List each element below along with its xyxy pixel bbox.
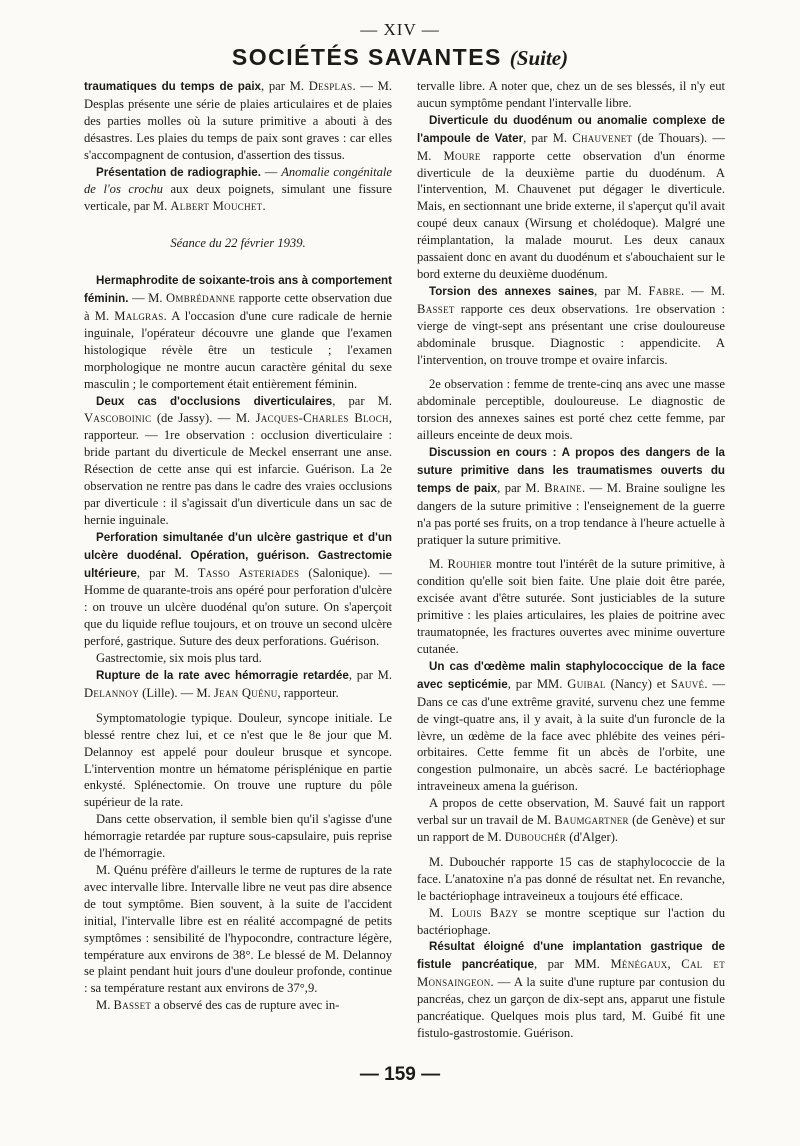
paragraph	[84, 78, 392, 164]
article-heading: Diverticule du duodénum ou anomalie complexe de l'ampoule de Vater	[417, 113, 725, 145]
text: a observé des cas de rupture avec in-	[151, 998, 340, 1013]
text: M.	[429, 905, 452, 920]
paragraph: M. Dubouchér rapporte 15 cas de staphylococcie de la face. L'anatoxine n'a pas donné de résultat net. En revanche, le bactériophage intraveineux a toujours été efficace.	[417, 854, 725, 903]
paragraph	[84, 667, 392, 702]
paragraph	[417, 283, 725, 369]
article-heading: Perforation simultanée d'un ulcère gastrique et d'un ulcère duodénal. Opération, guérison. Gastrectomie ultérieure	[84, 530, 392, 580]
paragraph	[417, 938, 725, 1041]
paragraph	[84, 164, 392, 216]
article-heading: Hermaphrodite de soixante-trois ans à comportement féminin.	[84, 274, 392, 306]
article-heading: Rupture de la rate avec hémorragie retardée	[96, 669, 349, 682]
text: . — M. Desplas présente une série de plaies articulaires et de plaies des parties molles où la suture primitive a abouti à des désastres. Les plaies du temps de paix sont graves : car elles s'accompagnent de contusion, d'assertion des tissus.	[84, 79, 392, 162]
text: , par MM.	[507, 676, 568, 691]
text: (de Genève) et sur un rapport de M.	[417, 813, 725, 844]
text: , rapporteur. — 1re observation : occlusion diverticulaire : bride partant du diverticule de Meckel enserrant une anse. Résection de cette anse qui est infarcie. Guérison. La 2e observation ne rentre pas dans le cadre des vraies occlusions par diverticule : il s'agissait d'un diverticule dans un sac de hernie inguinale.	[84, 411, 392, 527]
paragraph: Symptomatologie typique. Douleur, syncope initiale. Le blessé rentre chez lui, et ce n'est que le 8e jour que M. Delannoy est appelé pour douleur brusque et syncope. L'intervention montre un hématome périsplénique en partie enkysté. Splénectomie. On trouve une rupture du pôle supérieur de la rate.	[84, 710, 392, 810]
left-column	[84, 78, 392, 1014]
text: , par M.	[594, 283, 649, 298]
article-heading: Résultat éloigné d'une implantation gastrique de fistule pancréatique	[417, 940, 725, 972]
title-suite: (Suite)	[509, 46, 569, 70]
text: (de Thouars). — M.	[417, 130, 725, 163]
author-name: Cal et Monsaingeon	[417, 957, 726, 990]
paragraph	[417, 905, 725, 939]
author-name: Basset	[113, 998, 152, 1013]
text: . — A la suite d'une rupture par contusion du pancréas, chez un garçon de dix-sept ans, apparut une fistule pancréatique. Quelques mois plus tard, M. Guibé fit une fistulo-gastrostomie. Guérison.	[417, 975, 725, 1040]
text: (de Jassy). — M.	[151, 411, 256, 426]
page-title	[0, 44, 800, 71]
text: , par M.	[261, 79, 309, 93]
article-heading: Deux cas d'occlusions diverticulaires	[96, 394, 333, 408]
paragraph	[417, 556, 725, 657]
article-heading: Discussion en cours : A propos des dangers de la suture primitive dans les traumatismes ouverts du temps de paix	[417, 446, 725, 495]
text: , par M.	[332, 393, 392, 408]
right-column	[417, 78, 725, 1042]
text: .	[262, 199, 266, 214]
author-name: Guibal	[567, 676, 606, 691]
text: rapporte cette observation d'un énorme diverticule de la deuxième partie du duodénum. A l'intervention, M. Chauvenet put dégager le diverticule. Mais, en sectionnant une bride externe, il s'aperçut qu'il avait coupé deux canaux (Wirsung et cholédoque). Malgré une réimplantation, la malade mourut. Les deux canaux passaient donc en avant du duodénum et s'abouchaient sur le bord externe du deuxième duodénum.	[417, 148, 725, 281]
author-name: Desplas	[308, 79, 353, 93]
text: rapporte cette observation due à M.	[84, 291, 392, 323]
text: A propos de cette observation, M. Sauvé fait un rapport verbal sur un travail de M.	[417, 796, 725, 828]
text: M.	[429, 557, 448, 572]
author-name: Braine	[544, 480, 582, 495]
author-name: Sauvé	[670, 676, 705, 691]
text: , par M.	[497, 480, 545, 495]
author-name: Fabre	[648, 283, 682, 298]
text: (Lille). — M.	[139, 685, 214, 700]
text: . — Dans ce cas d'une extrême gravité, survenu chez une femme de vingt-quatre ans, il y avait, à la suite d'un furoncle de la lèvre, un œdème de la face avec phlébite des veines péri-orbitaires. Cette femme fit un abcès de l'orbite, une congestion pulmonaire, un abcès sacré. Le bactériophage intraveineux amena la guérison.	[417, 676, 726, 794]
author-name: Moure	[443, 148, 481, 163]
text: . — M. Braine souligne les dangers de la suture primitive : l'enseignement de la guerre n'a pas porté ses fruits, on a trop tendance à l'heure actuelle à pratiquer la suture primitive.	[417, 480, 725, 547]
text: , par MM.	[533, 957, 611, 972]
paragraph	[417, 112, 725, 283]
author-name: Dubouchér	[504, 829, 567, 844]
author-name: Rouhier	[447, 557, 492, 572]
page-number: — 159 —	[359, 1064, 441, 1085]
author-name: Chauvenet	[572, 130, 633, 145]
author-name: Basset	[417, 301, 455, 316]
text: (Nancy) et	[605, 676, 671, 691]
text: , par M.	[136, 565, 198, 580]
author-name: Louis Bazy	[451, 905, 519, 920]
italic-text: Anomalie congénitale de l'os crochu	[84, 164, 393, 197]
paragraph	[84, 529, 392, 650]
article-heading: Torsion des annexes saines	[429, 284, 595, 298]
author-name: Vascoboinic	[84, 411, 152, 426]
paragraph	[417, 444, 725, 548]
text: (d'Alger).	[566, 829, 619, 844]
text: . A l'occasion d'une cure radicale de hernie inguinale, l'opérateur découvre une glande que l'examen histologique révèle être un testicule ; l'examen morphologique ne montre aucun caractère génital du sexe masculin ; le comportement était entièrement féminin.	[84, 308, 393, 391]
text: aux deux poignets, simulant une fissure verticale, par M.	[84, 182, 393, 214]
paragraph	[84, 393, 392, 529]
text: (Salonique). — Homme de quarante-trois ans opéré pour perforation d'ulcère : on trouve un ulcère duodénal qu'on suture. On s'aperçoit que du liquide reflue toujours, et on trouve un second ulcère perforé, gastrique. Suture des deux perforations. Guérison.	[84, 565, 392, 649]
text: , rapporteur.	[277, 685, 339, 700]
text: —	[260, 164, 282, 179]
session-date: Séance du 22 février 1939.	[170, 236, 306, 251]
author-name: Tasso Asteriades	[197, 565, 300, 580]
text: , par M.	[348, 668, 392, 682]
page-roman-numeral: — XIV —	[360, 20, 440, 39]
paragraph	[417, 795, 725, 846]
author-name: Ombrédanne	[166, 291, 236, 306]
paragraph	[84, 997, 392, 1014]
paragraph	[84, 272, 392, 392]
article-heading: Présentation de radiographie.	[96, 165, 261, 179]
author-name: Albert Mouchet	[170, 199, 263, 214]
text: se montre sceptique sur l'action du bactériophage.	[417, 905, 725, 937]
text: M.	[96, 998, 114, 1013]
author-name: Jacques-Charles Bloch	[255, 411, 389, 426]
author-name: Ménégaux	[610, 957, 668, 972]
paragraph	[417, 658, 725, 795]
paragraph: tervalle libre. A noter que, chez un de ses blessés, il n'y eut aucun symptôme pendant l'intervalle libre.	[417, 79, 725, 110]
text: ,	[667, 957, 682, 972]
paragraph: Dans cette observation, il semble bien qu'il s'agisse d'une hémorragie retardée par rupture sous-capsulaire, puis reprise de l'hémorragie.	[84, 812, 392, 861]
text: montre tout l'intérêt de la suture primitive, à condition qu'elle soit bien faite. Une plaie doit être parée, excisée avant d'être suturée. Sont justiciables de la suture primitive : les plaies articulaires, les plaies de poitrine avec traumatopnée, les fractures ouvertes avec minime ouverture cutanée.	[417, 557, 726, 656]
text: rapporte ces deux observations. 1re observation : vierge de vingt-sept ans présentant une crise douloureuse abdominale brusque. Diagnostic : appendicite. A l'intervention, on trouve trompe et ovaire infarcis.	[417, 301, 725, 367]
paragraph: Gastrectomie, six mois plus tard.	[96, 651, 262, 666]
author-name: Jean Quénu	[213, 685, 278, 700]
author-name: Malgras	[114, 308, 164, 323]
author-name: Delannoy	[84, 685, 139, 700]
paragraph: 2e observation : femme de trente-cinq ans avec une masse abdominale perceptible, douloureuse. Le diagnostic de torsion des annexes saines est porté chez cette femme, par ailleurs enceinte de deux mois.	[417, 377, 725, 443]
text: , par M.	[523, 130, 573, 145]
text: — M.	[128, 291, 167, 306]
article-heading: traumatiques du temps de paix	[84, 80, 262, 93]
title-text: SOCIÉTÉS SAVANTES	[231, 44, 502, 70]
paragraph: M. Quénu préfère d'ailleurs le terme de ruptures de la rate avec intervalle libre. Intervalle libre ne veut pas dire absence de tout symptôme. Bien souvent, à la suite de l'accident initial, l'intervalle libre est en réalité accompagné de petits symptômes : sensibilité de l'hypocondre, contracture légère, température aux environs de 38°. Le blessé de M. Delannoy se plaint pendant huit jours d'une douleur profonde, continue : sa température restant aux environs de 37°,9.	[84, 862, 392, 996]
article-heading: Un cas d'œdème malin staphylococcique de la face avec septicémie	[417, 659, 725, 691]
text: . — M.	[681, 283, 725, 298]
author-name: Baumgartner	[554, 813, 629, 828]
